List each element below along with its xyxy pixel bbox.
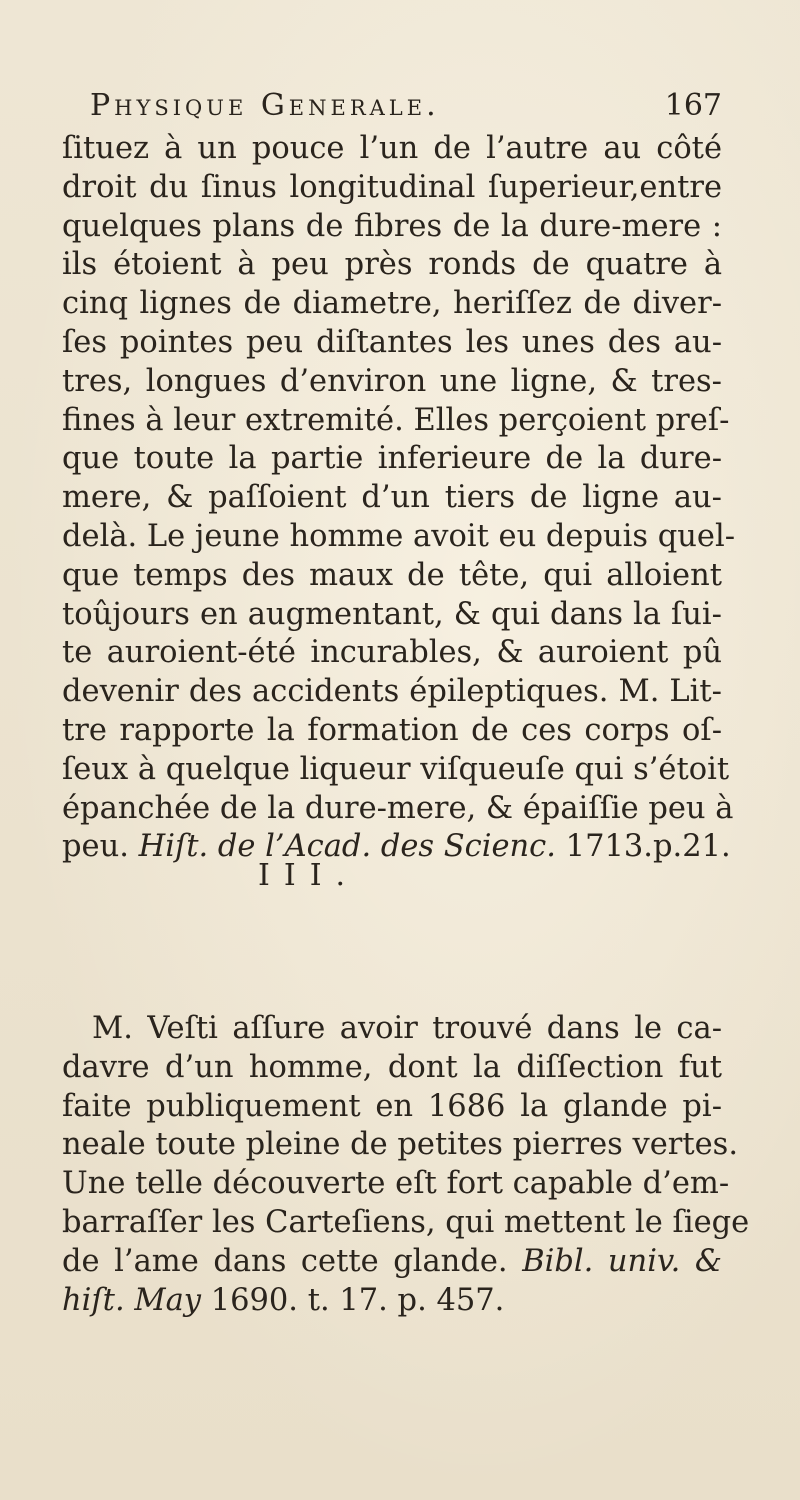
text-line: toûjours en augmentant, & qui dans la ſui- [62, 596, 722, 632]
text-line-citation [62, 1243, 722, 1282]
page-number: 167 [664, 88, 722, 123]
text-fragment: peu. [62, 829, 129, 865]
text-line-citation [62, 1282, 722, 1321]
citation-tail: 1713.p.21. [565, 829, 731, 865]
text-line: Une telle découverte eſt fort capable d’em- [62, 1166, 730, 1202]
text-line: barraſſer les Carteſiens, qui mettent le ſiege [62, 1204, 750, 1240]
text-line: tres, longues d’environ une ligne, & tres- [62, 363, 722, 399]
text-line: fines à leur extremité. Elles perçoient preſ- [62, 402, 730, 438]
text-line: tre rapporte la formation de ces corps oſ- [62, 712, 722, 748]
text-line: delà. Le jeune homme avoit eu depuis quel- [62, 518, 736, 554]
text-line: que temps des maux de tête, qui alloient [62, 557, 722, 593]
text-line: quelques plans de fibres de la dure-mere : [62, 208, 722, 244]
text-line: ils étoient à peu près ronds de quatre à [62, 247, 722, 283]
text-line: M. Veſti aſſure avoir trouvé dans le ca- [92, 1011, 722, 1046]
citation: Bibl. univ. & [522, 1243, 722, 1279]
text-line: neale toute pleine de petites pierres vertes. [62, 1127, 739, 1163]
text-line: ſituez à un pouce l’un de l’autre au côté [62, 131, 722, 166]
text-line: ſes pointes peu diſtantes les unes des au- [62, 324, 722, 360]
text-line: que toute la partie inferieure de la dure- [62, 441, 722, 477]
text-line: faite publiquement en 1686 la glande pi- [62, 1088, 722, 1124]
text-line: épanchée de la dure-mere, & épaiſſie peu à [62, 790, 734, 826]
citation: hiſt. May [62, 1282, 201, 1318]
page-header [62, 88, 722, 134]
text-line: ſeux à quelque liqueur viſqueuſe qui s’étoit [62, 751, 730, 787]
text-line: te auroient-été incurables, & auroient pû [62, 635, 722, 671]
text-line: droit du ſinus longitudinal ſuperieur,entre [62, 169, 722, 205]
text-line: cinq lignes de diametre, heriſſez de diver- [62, 286, 722, 322]
text-line-citation [62, 828, 731, 867]
citation: Hiſt. de l’Acad. des Scienc. [138, 829, 556, 865]
paragraph-2 [62, 1010, 750, 1320]
text-line: devenir des accidents épileptiques. M. Lit- [62, 674, 722, 710]
paragraph-1 [62, 130, 736, 867]
running-head: Physique Generale. [90, 88, 440, 123]
text-line: mere, & paſſoient d’un tiers de ligne au- [62, 480, 722, 516]
text-fragment: de l’ame dans cette glande. [62, 1243, 508, 1279]
citation-tail: 1690. t. 17. p. 457. [210, 1282, 505, 1318]
text-line: davre d’un homme, dont la diſſection fut [62, 1049, 722, 1085]
section-number: III. [258, 858, 360, 893]
